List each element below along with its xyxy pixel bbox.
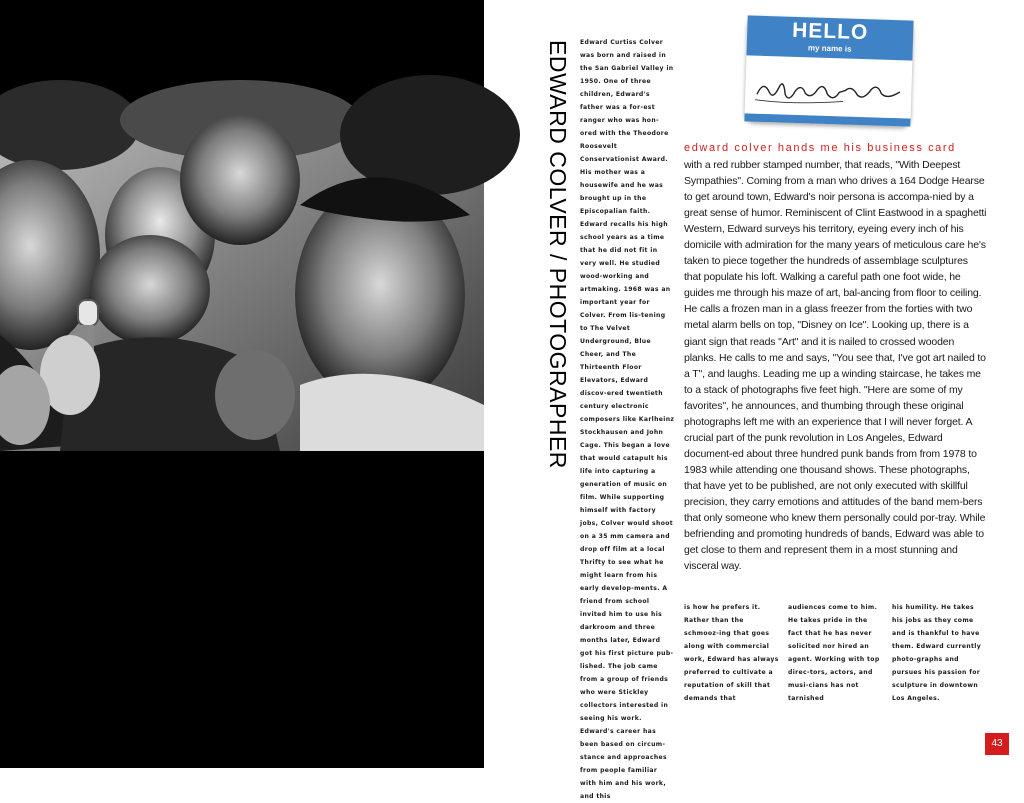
bottom-column-2: audiences come to him. He takes pride in the fact that he has never solicited nor hired an agent. Working with top direc-tors, actors, and musi-cians has not tarnished xyxy=(788,604,880,702)
hello-name-tag xyxy=(744,15,913,126)
left-page xyxy=(0,0,484,768)
concert-photo xyxy=(0,105,484,451)
name-tag-band xyxy=(746,15,913,60)
bio-column: Edward Curtiss Colver was born and raised in the San Gabriel Valley in 1950. One of three children, Edward's father was a for-est ranger who was hon-ored with the Theodore Roosevelt Conservationist Award. His mother was a housewife and he was brought up in the Episcopalian faith. Edward recalls his high school years as a time that he did not fit in very well. He studied wood-working and artmaking. 1968 was an important year for Colver. From lis-tening to The Velvet Underground, Blue Cheer, and The Thirteenth Floor Elevators, Edward discov-ered twentieth century electronic composers like Karlheinz Stockhausen and John Cage. This began a love that would catapult his life into capturing a generation of music on film. While supporting himself with factory jobs, Colver would shoot on a 35 mm camera and drop off film at a local Thrifty to see what he might learn from his early develop-ments. A friend from school invited him to use his darkroom and three months later, Edward got his first picture pub-lished. The job came from a group of friends who were Stickley collectors interested in seeing his work. Edward's career has been based on circum-stance and approaches from people familiar with him and his work, and this xyxy=(580,39,675,800)
bottom-column-1: is how he prefers it. Rather than the schmooz-ing that goes along with commercial work, Edward has always preferred to cultivate a reputation of skill that demands that xyxy=(684,604,779,702)
signature-icon xyxy=(753,72,904,113)
name-tag-my-name-is: my name is xyxy=(807,43,852,54)
name-tag-hello: HELLO xyxy=(791,18,869,45)
article-headline: edward colver hands me his business card xyxy=(684,142,956,154)
page-number: 43 xyxy=(985,733,1009,755)
bottom-column-3: his humility. He takes his jobs as they come and is thankful to have them. Edward currently photo-graphs and pursues his passion for sculpture in downtown Los Angeles. xyxy=(892,604,982,702)
article-body: with a red rubber stamped number, that reads, "With Deepest Sympathies". Coming from a man who drives a 164 Dodge Hearse to get around town, Edward's noir persona is accompa-nied by a great sense of humor. Reminiscent of Clint Eastwood in a spaghetti Western, Edward surveys his territory, eyeing every inch of his domicile with admiration for the many years of meticulous care he's taken to piece together the hundreds of assemblage sculptures that populate his loft. Walking a careful path one foot wide, he guides me through his maze of art, bal-ancing from floor to ceiling. He calls a frozen man in a glass freezer from the forties with two metal alarm bells on top, "Disney on Ice". Looking up, there is a giant sign that reads "Art" and it is nailed to crossed wooden planks. He calls to me and says, "You see that, I've got art nailed to a T", and laughs. Leading me up a winding staircase, he takes me to a stack of photographs five feet high. "Here are some of my favorites", he announces, and thumbing through these original photographs left me with an experience that I will never forget. A crucial part of the punk revolution in Los Angeles, Edward document-ed about three hundred punk bands from from 1978 to 1983 while attending one thousand shows. These photographs, that have yet to be published, are not only executed with skillful precision, they carry emotions and attitudes of the band mem-bers that only someone who knew them personally could por-tray. While befriending and promoting hundreds of bands, Edward was able to get close to them and represent them in a most stunning and visceral way. xyxy=(684,159,987,573)
name-tag-bottom-band xyxy=(744,113,910,126)
vertical-title: EDWARD COLVER / PHOTOGRAPHER xyxy=(545,40,571,469)
